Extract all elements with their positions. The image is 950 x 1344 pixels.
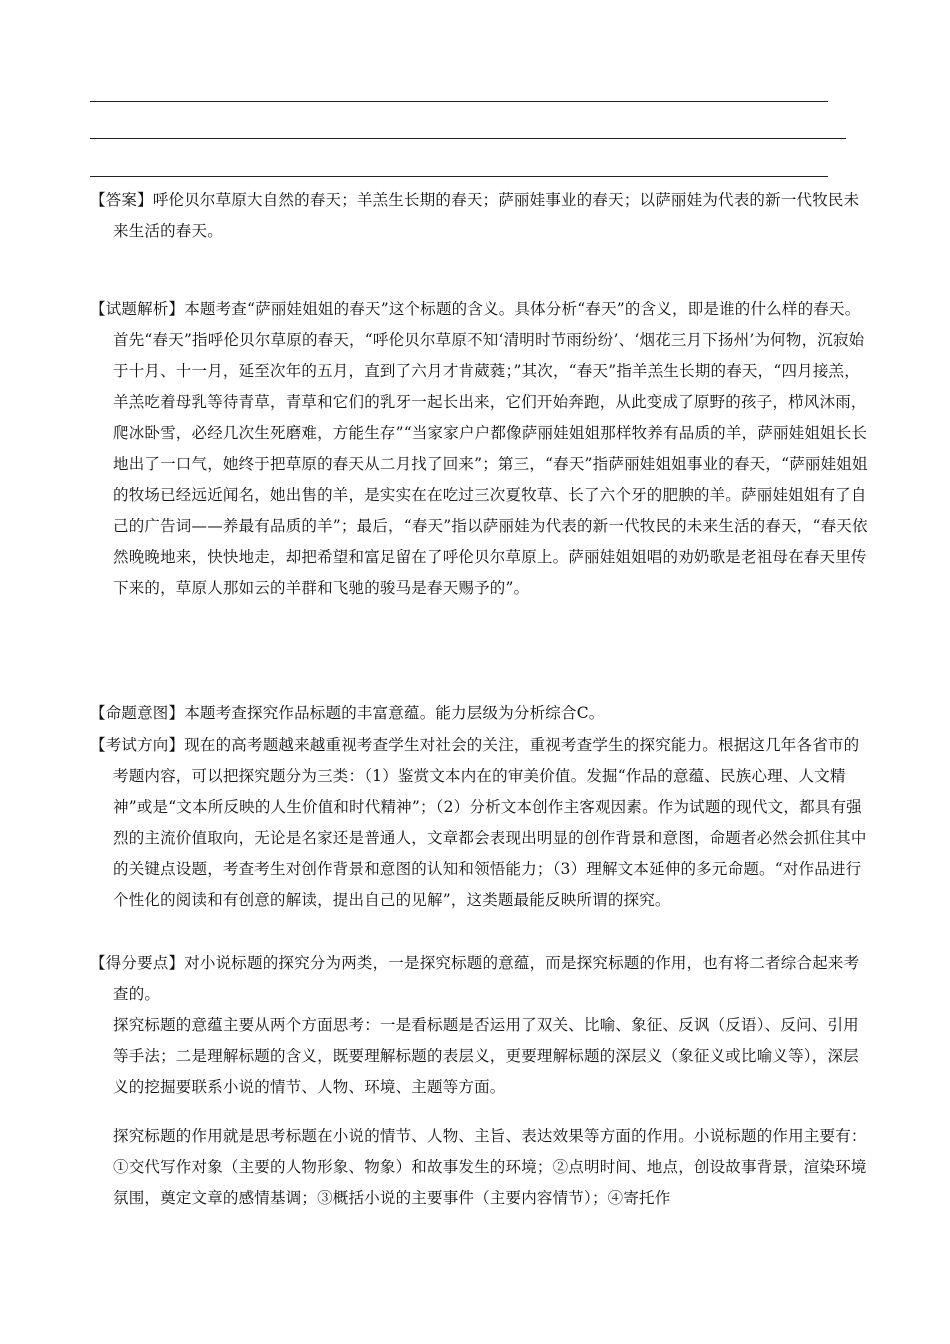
direction-tag: 【考试方向】 [90, 736, 185, 754]
intent-tag: 【命题意图】 [90, 704, 185, 722]
points-sub-paragraph-2: 探究标题的作用就是思考标题在小说的情节、人物、主旨、表达效果等方面的作用。小说标题的作用主要有：①交代写作对象（主要的人物形象、物象）和故事发生的环境；②点明时间、地点，创设故事背景，渲染环境氛围，奠定文章的感情基调；③概括小说的主要事件（主要内容情节）；④寄托作 [113, 1127, 867, 1207]
answer-tag: 【答案】 [90, 191, 153, 209]
points-paragraph [90, 948, 868, 1010]
points-tag: 【得分要点】 [90, 954, 185, 972]
answer-line-2 [90, 138, 846, 139]
direction-paragraph [90, 730, 868, 916]
answer-text: 呼伦贝尔草原大自然的春天；羊羔生长期的春天；萨丽娃事业的春天；以萨丽娃为代表的新一代牧民未来生活的春天。 [113, 191, 860, 240]
answer-line-1 [90, 101, 828, 102]
points-text: 对小说标题的探究分为两类，一是探究标题的意蕴，而是探究标题的作用，也有将二者综合起来考查的。 [113, 954, 860, 1003]
analysis-text: 本题考查“萨丽娃姐姐的春天”这个标题的含义。具体分析“春天”的含义，即是谁的什么样的春天。首先“春天”指呼伦贝尔草原的春天，“呼伦贝尔草原不知‘清明时节雨纷纷’、‘烟花三月下扬州’为何物，沉寂始于十月、十一月，延至次年的五月，直到了六月才肯葳蕤；”其次，“春天”指羊羔生长期的春天，“四月接羔，羊羔吃着母乳等待青草，青草和它们的乳牙一起长出来，它们开始奔跑，从此变成了原野的孩子，栉风沐雨，爬冰卧雪，必经几次生死磨难，方能生存”“当家家户户都像萨丽娃姐姐那样牧养有品质的羊，萨丽娃姐姐长长地出了一口气，她终于把草原的春天从二月找了回来”；第三，“春天”指萨丽娃姐姐事业的春天，“萨丽娃姐姐的牧场已经远近闻名，她出售的羊，是实实在在吃过三次夏牧草、长了六个牙的肥腴的羊。萨丽娃姐姐有了自己的广告词——养最有品质的羊”；最后，“春天”指以萨丽娃为代表的新一代牧民的未来生活的春天，“春天依然晚晚地来，快快地走，却把希望和富足留在了呼伦贝尔草原上。萨丽娃姐姐唱的劝奶歌是老祖母在春天里传下来的，草原人那如云的羊群和飞驰的骏马是春天赐予的”。 [113, 300, 868, 597]
points-sub-paragraph-1: 探究标题的意蕴主要从两个方面思考：一是看标题是否运用了双关、比喻、象征、反讽（反语）、反问、引用等手法；二是理解标题的含义，既要理解标题的表层义，更要理解标题的深层义（象征义或比喻义等），深层义的挖掘要联系小说的情节、人物、环境、主题等方面。 [113, 1016, 859, 1096]
answer-line-3 [90, 176, 828, 177]
intent-paragraph [90, 698, 868, 729]
intent-text: 本题考查探究作品标题的丰富意蕴。能力层级为分析综合C。 [184, 704, 605, 722]
analysis-tag: 【试题解析】 [90, 300, 185, 318]
direction-text: 现在的高考题越来越重视考查学生对社会的关注，重视考查学生的探究能力。根据这几年各省市的考题内容，可以把探究题分为三类：（1）鉴赏文本内在的审美价值。发掘“作品的意蕴、民族心理、人文精神”或是“文本所反映的人生价值和时代精神”；（2）分析文本创作主客观因素。作为试题的现代文，都具有强烈的主流价值取向，无论是名家还是普通人，文章都会表现出明显的创作背景和意图，命题者必然会抓住其中的关键点设题，考查考生对创作背景和意图的认知和领悟能力；（3）理解文本延伸的多元命题。“对作品进行个性化的阅读和有创意的解读，提出自己的见解”，这类题最能反映所谓的探究。 [113, 736, 867, 909]
answer-paragraph [90, 185, 868, 247]
analysis-paragraph [90, 294, 868, 604]
